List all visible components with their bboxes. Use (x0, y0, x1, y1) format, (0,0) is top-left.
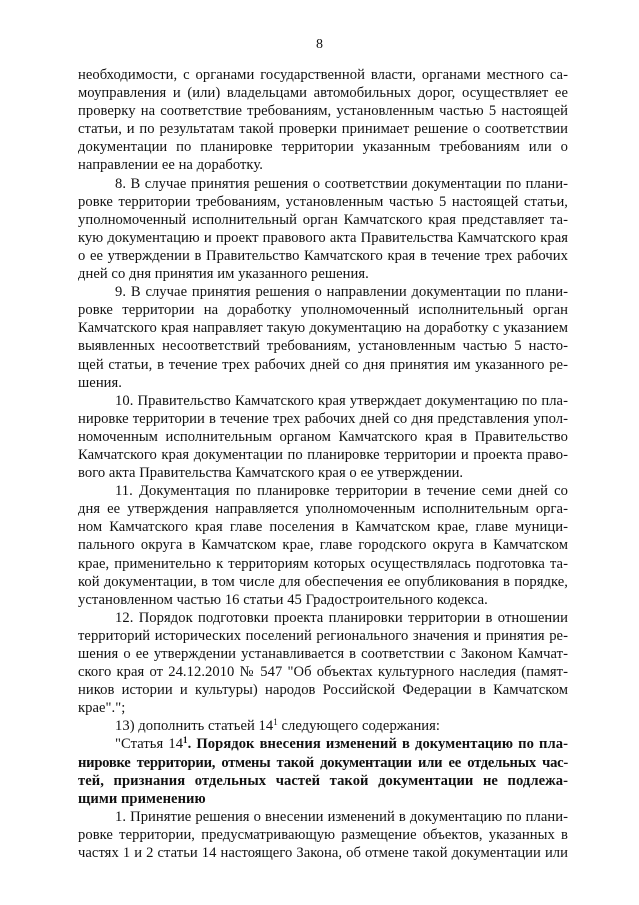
text-line: шения. (78, 374, 122, 391)
text-line: частях 1 и 2 статьи 14 настоящего Закона, об отмене такой документации или (78, 845, 568, 862)
text-line: крае"."; (78, 700, 126, 717)
text-line-segment: 13) дополнить статьей 14 (115, 718, 274, 735)
text-line: Камчатского края документации по планировке территории и проекта право- (78, 446, 568, 463)
text-line: щей статьи, в течение трех рабочих дней со дня принятия им указанного ре- (78, 356, 568, 373)
text-line: территорий исторических поселений регионального значения и принятия ре- (78, 627, 568, 644)
text-line: ников истории и культуры) народов Российской Федерации в Камчатском (78, 682, 568, 699)
text-line: номоченным исполнительным органом Камчатского края в Правительство (78, 428, 568, 445)
text-line: направлении ее на доработку. (78, 157, 263, 174)
text-line: пального округа в Камчатском крае, главе городского округа в Камчатском (78, 537, 568, 554)
text-line: выявленных несоответствий требованиям, установленным частью 5 насто- (78, 338, 568, 355)
text-line: тей, признания отдельных частей такой документации не подлежа- (78, 772, 568, 789)
text-line: ном Камчатского края главе поселения в Камчатском крае, главе муници- (78, 519, 568, 536)
text-line-segment: "Статья 14 (115, 736, 184, 753)
text-line: щими применению (78, 790, 206, 807)
text-line: дней со дня принятия им указанного решения. (78, 266, 369, 283)
text-line: кую документацию и проект правового акта Правительства Камчатского края (78, 229, 568, 246)
text-line: ского края от 24.12.2010 № 547 "Об объектах культурного наследия (памят- (78, 664, 568, 681)
text-line: необходимости, с органами государственной власти, органами местного са- (78, 67, 568, 83)
text-line: Камчатского края направляет такую документацию на доработку с указанием (78, 320, 568, 337)
text-line: нировке территории, отмены такой документации или ее отдельных час- (78, 754, 568, 771)
text-line: ровке территории требованиям, установленным частью 5 настоящей статьи, (78, 193, 568, 210)
text-line: вого акта Правительства Камчатского края о ее утверждении. (78, 465, 464, 482)
text-line: о ее утверждении в Правительство Камчатского края в течение трех рабочих (78, 247, 568, 264)
text-line-segment: . Порядок внесения изменений в документацию по пла- (187, 736, 568, 753)
text-line: ровке территории на доработку уполномоченный исполнительный орган (78, 302, 568, 319)
text-line: 8. В случае принятия решения о соответствии документации по плани- (115, 175, 568, 192)
text-line: 1. Принятие решения о внесении изменений в документацию по плани- (115, 808, 568, 825)
text-line: уполномоченный исполнительный орган Камчатского края представляет та- (78, 211, 568, 228)
page-number: 8 (316, 37, 323, 52)
text-line: документации по планировке территории указанным требованиям или о (78, 139, 568, 156)
text-line: 11. Документация по планировке территории в течение семи дней со (115, 483, 568, 500)
text-line: шения о ее утверждении устанавливается в соответствии с Законом Камчат- (78, 646, 568, 662)
text-line: 9. В случае принятия решения о направлении документации по плани- (115, 284, 568, 301)
document-body (78, 66, 568, 862)
text-line: проверку на соответствие требованиям, установленным частью 5 настоящей (78, 103, 568, 120)
text-line: ровке территории, предусматривающую размещение объектов, указанных в (78, 826, 568, 843)
text-line: нировке территории в течение трех рабочих дней со дня представления упол- (78, 410, 568, 427)
text-line (78, 717, 568, 735)
text-line: кой документации, в том числе для обеспечения ее опубликования в порядке, (78, 573, 568, 590)
text-line: статьи, и по результатам такой проверки принимает решение о соответствии (78, 121, 568, 138)
superscript: 1 (183, 735, 188, 746)
text-line (78, 735, 568, 753)
text-line: крае, применительно к территориям которых осуществлялась подготовка та- (78, 555, 568, 572)
text-line: дня ее утверждения направляется уполномоченным исполнительным орга- (78, 501, 568, 518)
text-line: 10. Правительство Камчатского края утверждает документацию по пла- (115, 392, 568, 409)
text-line-segment: следующего содержания: (277, 718, 441, 735)
text-line: 12. Порядок подготовки проекта планировки территории в отношении (115, 609, 568, 626)
text-line: моуправления и (или) владельцами автомобильных дорог, осуществляет ее (78, 85, 568, 102)
text-line: установленном частью 16 статьи 45 Градостроительного кодекса. (78, 591, 488, 608)
superscript: 1 (273, 717, 278, 728)
